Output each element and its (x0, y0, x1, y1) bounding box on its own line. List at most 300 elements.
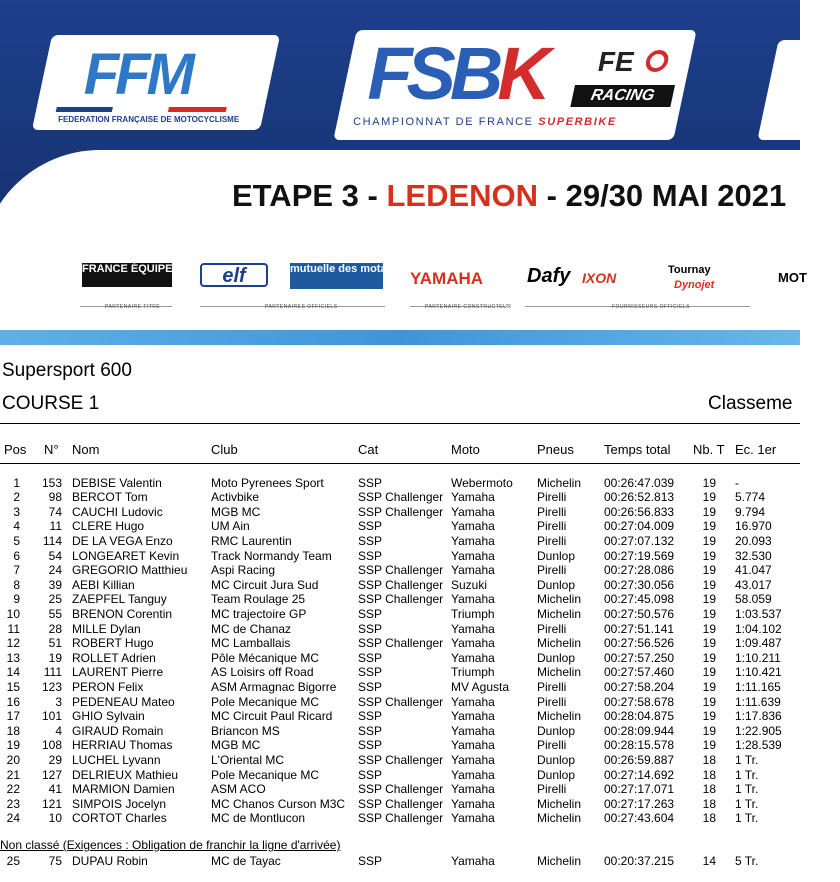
sponsor-tournay: Tournay (668, 264, 711, 276)
cell-tyres: Dunlop (537, 723, 576, 738)
cell-tyres: Pirelli (537, 563, 567, 578)
cell-name: CLERE Hugo (72, 519, 145, 534)
cell-gap: 1:28.539 (735, 738, 782, 753)
cell-club: RMC Laurentin (211, 533, 292, 548)
cell-tyres: Michelin (537, 811, 582, 826)
cell-moto: Yamaha (451, 723, 495, 738)
table-row (0, 651, 800, 666)
cell-laps: 19 (702, 577, 716, 592)
table-row (0, 768, 800, 783)
cell-category: SSP (358, 650, 383, 665)
cell-tyres: Michelin (537, 665, 582, 680)
cell-tyres: Pirelli (537, 621, 567, 636)
partner-label-constructeur: PARTENAIRE CONSTRUCTEUR (425, 304, 512, 310)
cell-moto: Yamaha (451, 548, 495, 563)
cell-moto: Yamaha (451, 738, 495, 753)
cell-laps: 19 (702, 738, 716, 753)
cell-laps: 19 (702, 490, 716, 505)
cell-tyres: Pirelli (537, 782, 567, 797)
cell-total-time: 00:26:56.833 (604, 504, 675, 519)
partial-logo-panel (757, 40, 838, 140)
cell-moto: Yamaha (451, 694, 495, 709)
table-row (0, 622, 800, 637)
cell-number: 121 (41, 796, 62, 811)
cell-name: GREGORIO Matthieu (72, 563, 188, 578)
cell-moto: Yamaha (451, 519, 495, 534)
cell-total-time: 00:27:30.056 (604, 577, 675, 592)
cell-name: SIMPOIS Jocelyn (72, 796, 167, 811)
cell-moto: Yamaha (451, 621, 495, 636)
cell-number: 123 (41, 679, 62, 694)
cell-gap: 1 Tr. (735, 796, 759, 811)
cell-club: ASM Armagnac Bigorre (211, 679, 337, 694)
cell-gap: 1 Tr. (735, 811, 759, 826)
cell-total-time: 00:27:56.526 (604, 636, 675, 651)
cell-pos: 25 (6, 854, 20, 868)
cell-name: LONGEARET Kevin (72, 548, 180, 563)
cell-tyres: Dunlop (537, 767, 576, 782)
fsbk-subtitle: CHAMPIONNAT DE FRANCE SUPERBIKE (353, 116, 617, 128)
cell-pos: 12 (6, 636, 20, 651)
cell-total-time: 00:20:37.215 (604, 854, 675, 868)
classement-title: Classeme (708, 393, 793, 414)
cell-name: ZAEPFEL Tanguy (72, 592, 167, 607)
cell-tyres: Dunlop (537, 650, 576, 665)
table-row (0, 578, 800, 593)
partner-label-titre: PARTENAIRE TITRE (105, 304, 161, 310)
cell-total-time: 00:27:17.071 (604, 782, 675, 797)
cell-name: PERON Felix (72, 679, 144, 694)
cell-tyres: Dunlop (537, 752, 576, 767)
cell-laps: 18 (702, 796, 716, 811)
cell-number: 24 (48, 563, 62, 578)
cell-laps: 19 (702, 519, 716, 534)
partner-label-fournisseurs: FOURNISSEURS OFFICIELS (612, 304, 690, 310)
fsbk-logo (333, 30, 696, 140)
cell-laps: 14 (702, 854, 716, 868)
cell-pos: 13 (6, 650, 20, 665)
fsbk-fe-text: FE (597, 46, 634, 77)
cell-gap: 1:22.905 (735, 723, 782, 738)
table-row (0, 680, 800, 695)
cell-tyres: Pirelli (537, 738, 567, 753)
cell-pos: 6 (13, 548, 20, 563)
cell-tyres: Dunlop (537, 548, 576, 563)
table-row (0, 738, 800, 753)
col-header-club: Club (211, 442, 238, 457)
cell-club: Track Normandy Team (211, 548, 332, 563)
cell-gap: 41.047 (735, 563, 772, 578)
cell-number: 11 (49, 519, 62, 534)
cell-number: 127 (41, 767, 62, 782)
cell-gap: 1:11.165 (735, 679, 781, 694)
cell-category: SSP (358, 767, 383, 782)
cell-number: 51 (48, 636, 62, 651)
cell-number: 74 (48, 504, 62, 519)
cell-laps: 19 (702, 475, 716, 490)
cell-number: 153 (41, 475, 62, 490)
cell-number: 29 (48, 752, 62, 767)
cell-pos: 14 (6, 665, 20, 680)
cell-total-time: 00:27:57.250 (604, 650, 675, 665)
cell-club: MC Lamballais (211, 636, 291, 651)
cell-total-time: 00:27:43.604 (604, 811, 675, 826)
cell-name: DELRIEUX Mathieu (72, 767, 179, 782)
cell-gap: 1:17.836 (735, 709, 782, 724)
cell-laps: 19 (702, 694, 716, 709)
cell-category: SSP Challenger (358, 563, 444, 578)
cell-gap: 1 Tr. (735, 752, 759, 767)
cell-total-time: 00:27:58.204 (604, 679, 675, 694)
cell-gap: 1 Tr. (735, 782, 759, 797)
sponsor-elf: elf (200, 263, 268, 287)
cell-moto: Webermoto (451, 475, 513, 490)
cell-name: AEBI Killian (72, 577, 135, 592)
cell-club: UM Ain (211, 519, 250, 534)
cell-category: SSP (358, 606, 383, 621)
sponsor-dafy: Dafy (527, 265, 571, 287)
table-row (0, 505, 800, 520)
table-row (0, 724, 800, 739)
cell-gap: 1:03.537 (735, 606, 782, 621)
cell-laps: 19 (702, 606, 716, 621)
cell-gap: 5 Tr. (735, 854, 759, 868)
cell-pos: 8 (13, 577, 20, 592)
cell-pos: 15 (6, 679, 20, 694)
cell-laps: 19 (702, 548, 716, 563)
cell-laps: 19 (702, 723, 716, 738)
cell-tyres: Michelin (537, 475, 582, 490)
sponsor-strip (0, 255, 807, 315)
cell-moto: Yamaha (451, 796, 495, 811)
category-title: Supersport 600 (2, 360, 132, 381)
cell-moto: Yamaha (451, 752, 495, 767)
cell-gap: 58.059 (735, 592, 772, 607)
race-title: COURSE 1 (2, 393, 100, 414)
cell-pos: 19 (6, 738, 20, 753)
cell-gap: 32.530 (735, 548, 772, 563)
cell-category: SSP (358, 533, 383, 548)
cell-club: ASM ACO (211, 782, 266, 797)
cell-club: Team Roulage 25 (211, 592, 306, 607)
cell-laps: 19 (702, 636, 716, 651)
event-title: ETAPE 3 - LEDENON - 29/30 MAI 2021 (232, 178, 787, 213)
fsbk-racing-badge: RACING (570, 85, 675, 107)
table-row (0, 549, 800, 564)
cell-club: MC trajectoire GP (211, 606, 307, 621)
cell-total-time: 00:27:04.009 (604, 519, 675, 534)
cell-laps: 18 (702, 752, 716, 767)
cell-category: SSP Challenger (358, 782, 444, 797)
cell-total-time: 00:26:59.887 (604, 752, 675, 767)
cell-category: SSP (358, 709, 383, 724)
cell-pos: 24 (6, 811, 20, 826)
cell-category: SSP (358, 738, 383, 753)
cell-gap: 43.017 (735, 577, 772, 592)
cell-number: 28 (48, 621, 62, 636)
table-row (0, 563, 800, 578)
cell-gap: 5.774 (735, 490, 766, 505)
cell-name: CORTOT Charles (72, 811, 167, 826)
cell-laps: 18 (702, 767, 716, 782)
col-header-num: N° (44, 442, 59, 457)
cell-category: SSP (358, 723, 383, 738)
sponsor-mutuelle-motards: mutuelle des motards (290, 263, 383, 289)
cell-number: 39 (48, 577, 62, 592)
cell-pos: 22 (6, 782, 20, 797)
cell-pos: 18 (6, 723, 20, 738)
table-row (0, 811, 800, 826)
cell-name: BERCOT Tom (72, 490, 148, 505)
table-row (0, 519, 800, 534)
col-header-nom: Nom (72, 442, 100, 457)
cell-moto: Yamaha (451, 490, 495, 505)
col-header-ecart: Ec. 1er (735, 442, 777, 457)
cell-moto: Yamaha (451, 854, 495, 868)
cell-tyres: Michelin (537, 854, 582, 868)
cell-name: DE LA VEGA Enzo (72, 533, 173, 548)
cell-moto: Yamaha (451, 592, 495, 607)
cell-name: MILLE Dylan (72, 621, 141, 636)
cell-moto: Yamaha (451, 767, 495, 782)
cell-category: SSP (358, 679, 383, 694)
cell-moto: Yamaha (451, 782, 495, 797)
cell-gap: 1:04.102 (735, 621, 782, 636)
cell-category: SSP (358, 665, 383, 680)
sponsor-yamaha: YAMAHA (410, 269, 484, 288)
header-rule-top (0, 423, 800, 424)
cell-moto: Triumph (451, 606, 495, 621)
cell-pos: 7 (13, 563, 20, 578)
col-header-cat: Cat (358, 442, 379, 457)
ffm-logo-text: FFM (83, 42, 191, 107)
cell-category: SSP Challenger (358, 811, 444, 826)
cell-total-time: 00:27:07.132 (604, 533, 675, 548)
cell-club: MC de Montlucon (211, 811, 306, 826)
cell-category: SSP Challenger (358, 592, 444, 607)
cell-total-time: 00:28:09.944 (604, 723, 675, 738)
cell-club: Briancon MS (211, 723, 280, 738)
cell-category: SSP Challenger (358, 504, 444, 519)
col-header-temps: Temps total (604, 442, 671, 457)
cell-pos: 3 (13, 504, 20, 519)
cell-pos: 17 (6, 709, 20, 724)
cell-club: Activbike (211, 490, 260, 505)
cell-pos: 1 (13, 475, 20, 490)
cell-name: LAURENT Pierre (72, 665, 164, 680)
cell-name: HERRIAU Thomas (72, 738, 173, 753)
cell-total-time: 00:27:17.263 (604, 796, 675, 811)
ffm-tricolor-stripe (56, 107, 227, 112)
cell-name: GIRAUD Romain (72, 723, 164, 738)
cell-name: DUPAU Robin (72, 854, 148, 868)
table-row (0, 797, 800, 812)
cell-category: SSP Challenger (358, 490, 444, 505)
cell-laps: 19 (702, 533, 716, 548)
table-row (0, 592, 800, 607)
cell-total-time: 00:26:52.813 (604, 490, 675, 505)
table-row (0, 476, 800, 491)
cell-gap: 1:09.487 (735, 636, 782, 651)
cell-tyres: Pirelli (537, 679, 567, 694)
table-row (0, 490, 800, 505)
cell-gap: 1:11.639 (735, 694, 781, 709)
table-row (0, 607, 800, 622)
cell-number: 55 (48, 606, 62, 621)
header-banner (0, 0, 807, 345)
cell-category: SSP Challenger (358, 636, 444, 651)
table-row (0, 854, 800, 869)
cell-laps: 19 (702, 621, 716, 636)
cell-tyres: Pirelli (537, 519, 567, 534)
cell-total-time: 00:27:19.569 (604, 548, 675, 563)
cell-number: 108 (41, 738, 62, 753)
table-row (0, 709, 800, 724)
ffm-subtitle: FEDERATION FRANÇAISE DE MOTOCYCLISME (58, 115, 240, 124)
cell-club: MGB MC (211, 504, 261, 519)
cell-name: PEDENEAU Mateo (72, 694, 175, 709)
cell-pos: 5 (13, 533, 20, 548)
cell-pos: 11 (7, 621, 20, 636)
table-row (0, 665, 800, 680)
col-header-moto: Moto (451, 442, 480, 457)
cell-number: 54 (48, 548, 62, 563)
cell-total-time: 00:27:51.141 (604, 621, 675, 636)
cell-category: SSP (358, 475, 383, 490)
cell-category: SSP Challenger (358, 796, 444, 811)
cell-club: MC Circuit Jura Sud (211, 577, 319, 592)
cell-club: AS Loisirs off Road (211, 665, 314, 680)
cell-tyres: Michelin (537, 796, 582, 811)
cell-name: ROLLET Adrien (72, 650, 156, 665)
cell-moto: Yamaha (451, 709, 495, 724)
cell-club: MC Circuit Paul Ricard (211, 709, 333, 724)
cell-number: 4 (55, 723, 62, 738)
header-rule-bottom (0, 463, 800, 464)
cell-laps: 19 (702, 563, 716, 578)
table-row (0, 636, 800, 651)
cell-gap: 1:10.421 (735, 665, 782, 680)
cell-pos: 4 (13, 519, 20, 534)
cell-moto: MV Agusta (451, 679, 510, 694)
cell-moto: Yamaha (451, 504, 495, 519)
cell-moto: Yamaha (451, 533, 495, 548)
cell-club: L'Oriental MC (211, 752, 284, 767)
cell-club: Pole Mecanique MC (211, 694, 320, 709)
cell-club: Aspi Racing (211, 563, 276, 578)
cell-laps: 19 (702, 679, 716, 694)
brake-disc-icon (644, 50, 671, 72)
cell-total-time: 00:27:14.692 (604, 767, 675, 782)
cell-number: 19 (48, 650, 62, 665)
cell-name: DEBISE Valentin (72, 475, 162, 490)
cell-laps: 18 (702, 782, 716, 797)
cell-category: SSP Challenger (358, 694, 444, 709)
cell-number: 111 (43, 665, 62, 680)
cell-gap: 16.970 (735, 519, 772, 534)
cell-pos: 16 (6, 694, 20, 709)
cell-name: LUCHEL Lyvann (72, 752, 161, 767)
cell-club: MC de Tayac (211, 854, 281, 868)
cell-laps: 19 (702, 592, 716, 607)
cell-number: 114 (42, 533, 62, 548)
cell-number: 10 (48, 811, 62, 826)
cell-gap: 1 Tr. (735, 767, 759, 782)
cell-pos: 23 (6, 796, 20, 811)
cell-gap: 1:10.211 (735, 650, 781, 665)
sponsor-partial: MOT (778, 270, 807, 285)
cell-category: SSP (358, 621, 383, 636)
cell-total-time: 00:27:45.098 (604, 592, 675, 607)
cell-moto: Triumph (451, 665, 495, 680)
sponsor-ixon: IXON (582, 270, 617, 286)
cell-category: SSP Challenger (358, 577, 444, 592)
cell-tyres: Michelin (537, 709, 582, 724)
cell-moto: Yamaha (451, 811, 495, 826)
cell-total-time: 00:28:04.875 (604, 709, 675, 724)
cell-total-time: 00:27:57.460 (604, 665, 675, 680)
cell-laps: 19 (702, 709, 716, 724)
cell-tyres: Pirelli (537, 694, 567, 709)
cell-moto: Yamaha (451, 636, 495, 651)
cell-name: BRENON Corentin (72, 606, 173, 621)
cell-laps: 19 (702, 650, 716, 665)
cell-tyres: Pirelli (537, 504, 567, 519)
ffm-logo (32, 35, 280, 130)
cell-club: MC Chanos Curson M3C (211, 796, 346, 811)
table-row (0, 753, 800, 768)
cell-number: 41 (48, 782, 62, 797)
cell-club: Moto Pyrenees Sport (211, 475, 324, 490)
cell-pos: 20 (6, 752, 20, 767)
cell-number: 25 (48, 592, 62, 607)
cell-number: 75 (48, 854, 62, 868)
cell-name: MARMION Damien (72, 782, 175, 797)
cell-tyres: Pirelli (537, 490, 567, 505)
cell-total-time: 00:26:47.039 (604, 475, 675, 490)
cell-pos: 9 (13, 592, 20, 607)
col-header-pos: Pos (4, 442, 27, 457)
cell-category: SSP Challenger (358, 752, 444, 767)
col-header-pneus: Pneus (537, 442, 574, 457)
fsbk-logo-text: FSBK (367, 32, 545, 115)
cell-gap: 20.093 (735, 533, 772, 548)
cell-laps: 18 (702, 811, 716, 826)
non-classe-label: Non classé (Exigences : Obligation de franchir la ligne d'arrivée) (0, 838, 341, 852)
cell-name: GHIO Sylvain (72, 709, 145, 724)
table-row (0, 534, 800, 549)
cell-category: SSP (358, 519, 383, 534)
cell-pos: 10 (6, 606, 20, 621)
cell-moto: Yamaha (451, 563, 495, 578)
cell-club: Pole Mecanique MC (211, 767, 320, 782)
cell-tyres: Dunlop (537, 577, 576, 592)
cell-laps: 19 (702, 504, 716, 519)
cell-total-time: 00:27:58.678 (604, 694, 675, 709)
cell-laps: 19 (702, 665, 716, 680)
cell-number: 98 (48, 490, 62, 505)
cell-moto: Suzuki (451, 577, 488, 592)
cell-pos: 2 (13, 490, 20, 505)
cell-club: MC de Chanaz (211, 621, 292, 636)
cell-name: ROBERT Hugo (72, 636, 154, 651)
cell-total-time: 00:27:50.576 (604, 606, 675, 621)
cell-category: SSP (358, 548, 383, 563)
cell-moto: Yamaha (451, 650, 495, 665)
cell-number: 3 (55, 694, 62, 709)
cell-tyres: Michelin (537, 592, 582, 607)
cell-tyres: Michelin (537, 636, 582, 651)
